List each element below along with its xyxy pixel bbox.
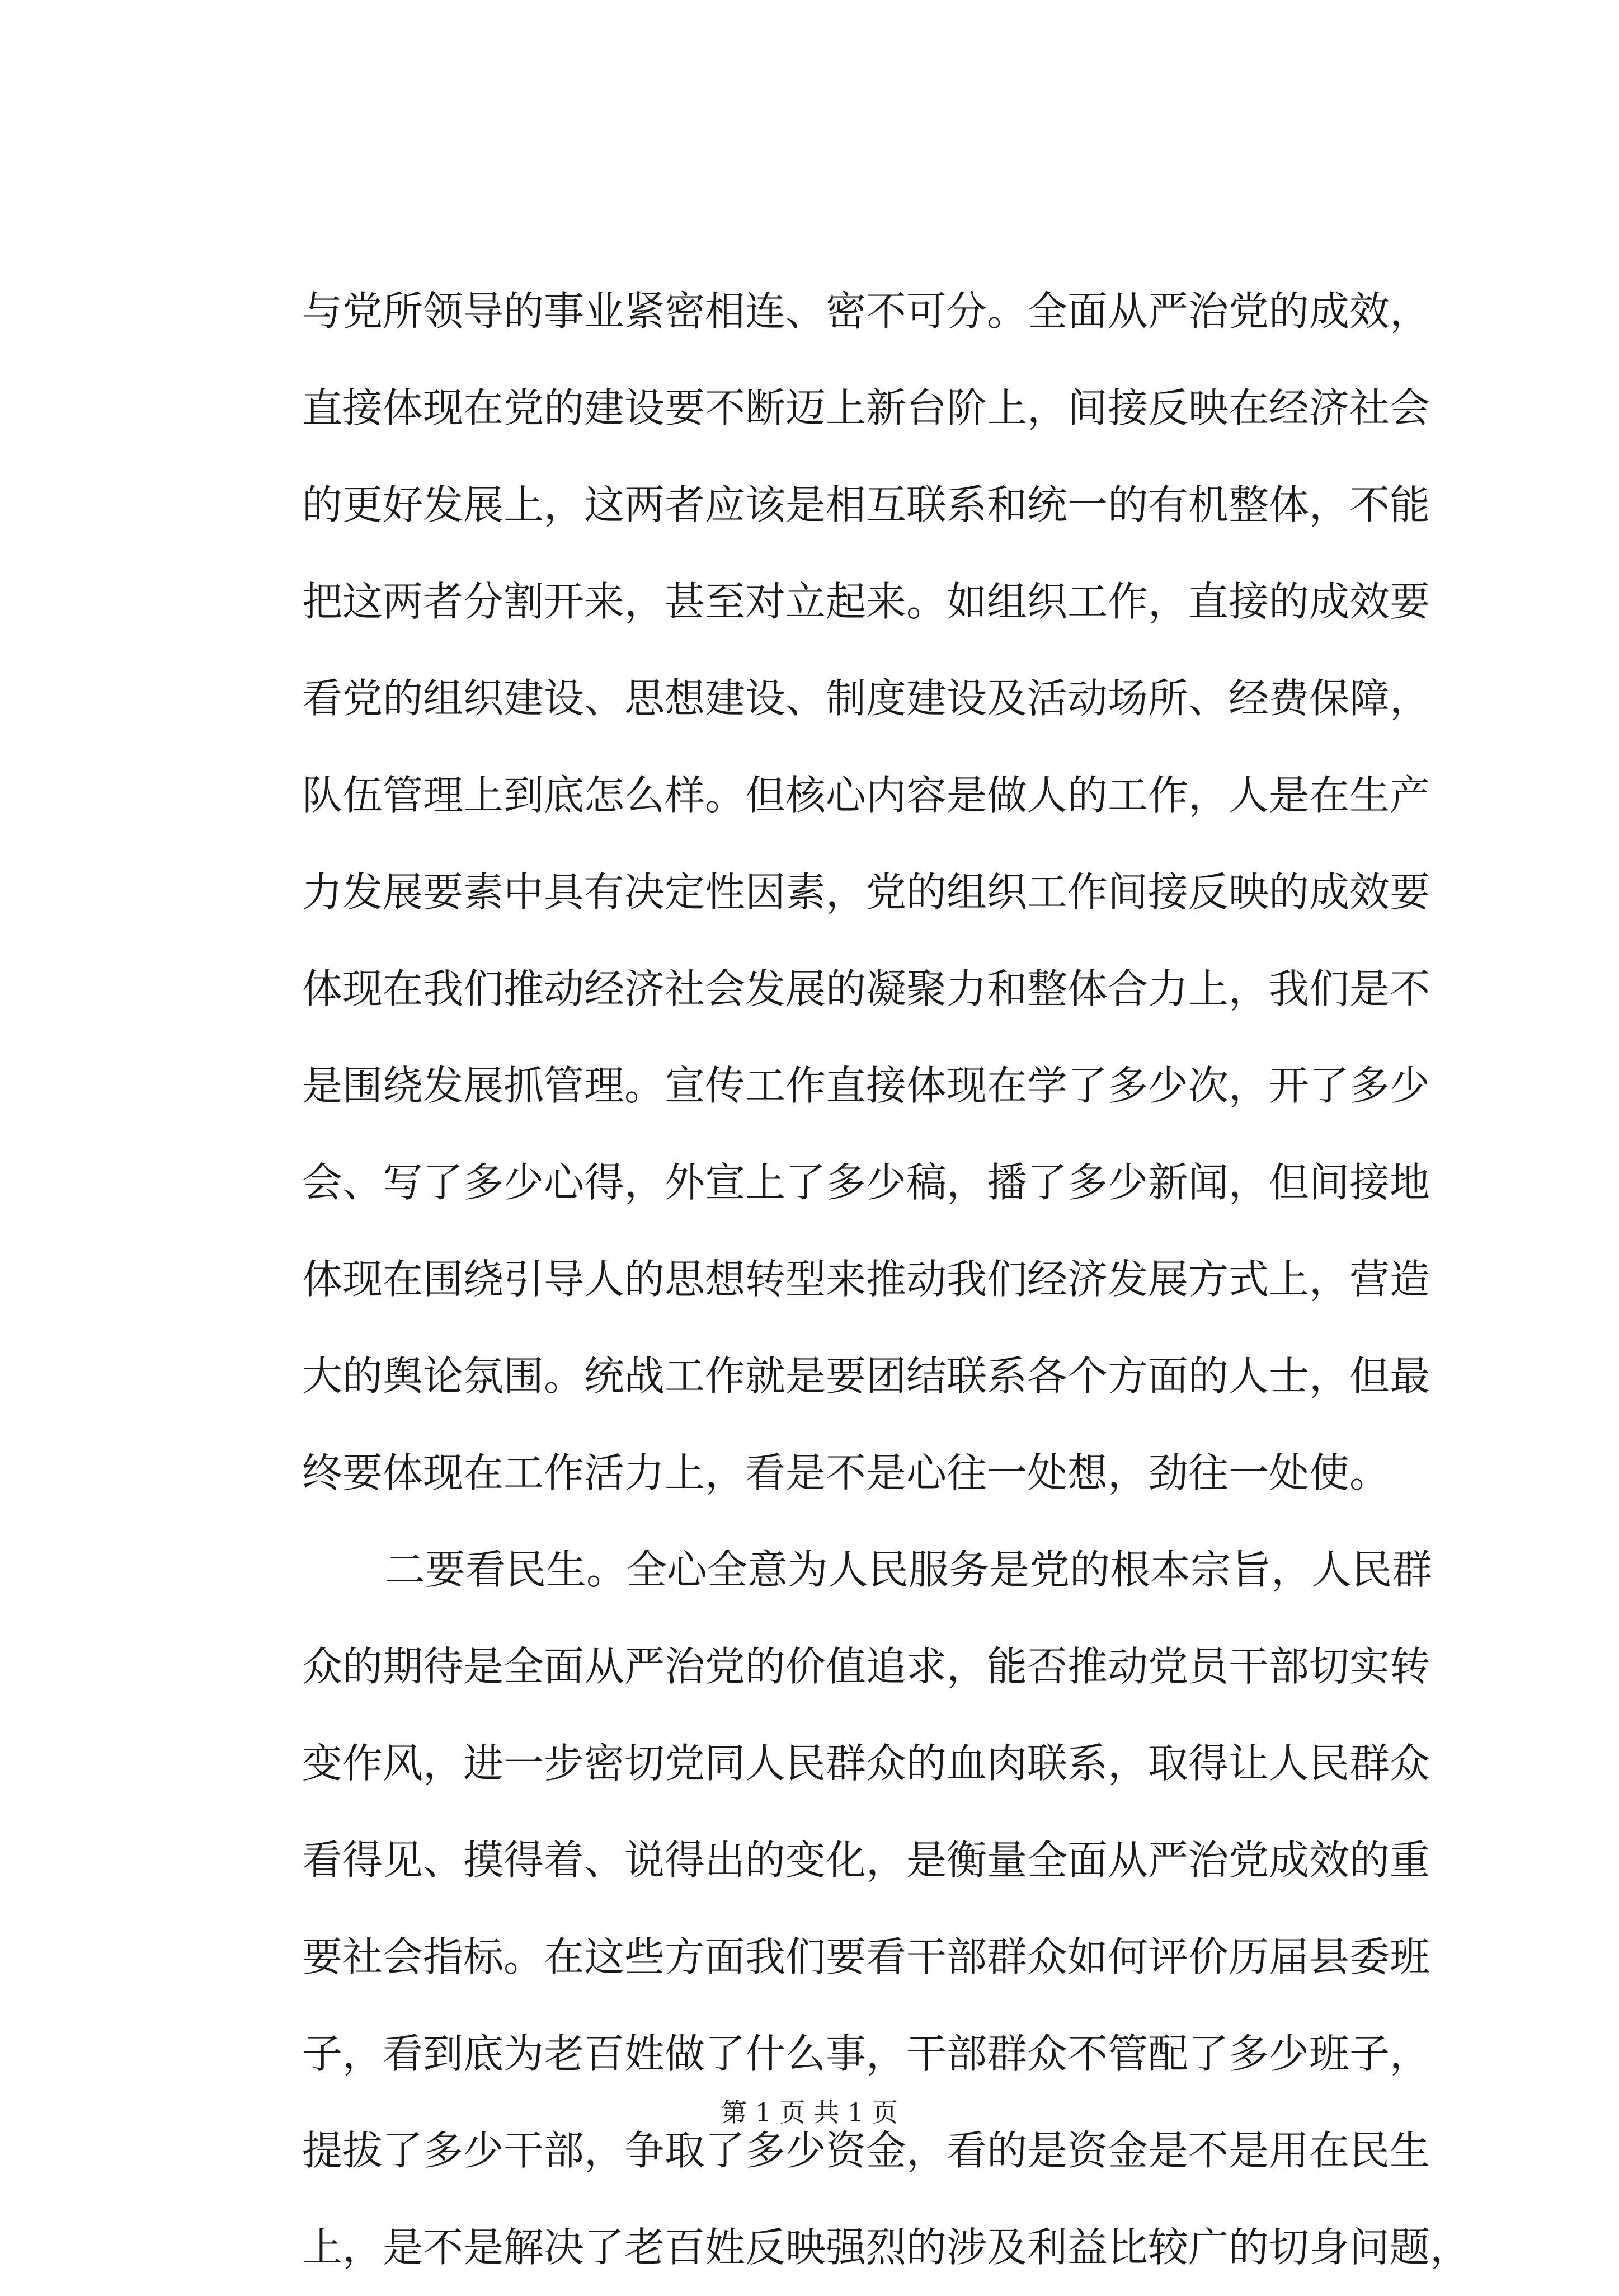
text-line: 看得见、摸得着、说得出的变化，是衡量全面从严治党成效的重 <box>302 1837 1430 1884</box>
text-line: 是围绕发展抓管理。宣传工作直接体现在学了多少次，开了多少 <box>302 1062 1430 1109</box>
text-line: 与党所领导的事业紧密相连、密不可分。全面从严治党的成效， <box>302 288 1430 335</box>
text-line: 直接体现在党的建设要不断迈上新台阶上，间接反映在经济社会 <box>302 384 1430 431</box>
text-line: 众的期待是全面从严治党的价值追求，能否推动党员干部切实转 <box>302 1643 1430 1690</box>
text-line: 会、写了多少心得，外宣上了多少稿，播了多少新闻，但间接地 <box>302 1159 1430 1206</box>
text-line: 二要看民生。全心全意为人民服务是党的根本宗旨，人民群 <box>385 1546 1433 1593</box>
text-line: 大的舆论氛围。统战工作就是要团结联系各个方面的人士，但最 <box>302 1353 1430 1400</box>
text-line: 把这两者分割开来，甚至对立起来。如组织工作，直接的成效要 <box>302 578 1430 625</box>
page-footer: 第 1 页 共 1 页 <box>721 2097 898 2128</box>
text-line: 子，看到底为老百姓做了什么事，干部群众不管配了多少班子， <box>302 2030 1430 2077</box>
text-line: 队伍管理上到底怎么样。但核心内容是做人的工作，人是在生产 <box>302 772 1430 819</box>
text-line: 终要体现在工作活力上，看是不是心往一处想，劲往一处使。 <box>302 1449 1390 1496</box>
text-line: 要社会指标。在这些方面我们要看干部群众如何评价历届县委班 <box>302 1933 1430 1980</box>
text-line: 体现在围绕引导人的思想转型来推动我们经济发展方式上，营造 <box>302 1256 1430 1303</box>
text-line: 体现在我们推动经济社会发展的凝聚力和整体合力上，我们是不 <box>302 965 1430 1012</box>
text-line: 提拔了多少干部，争取了多少资金，看的是资金是不是用在民生 <box>302 2127 1430 2174</box>
body-text <box>302 263 1471 2296</box>
text-line: 力发展要素中具有决定性因素，党的组织工作间接反映的成效要 <box>302 868 1430 915</box>
text-line: 变作风，进一步密切党同人民群众的血肉联系，取得让人民群众 <box>302 1740 1430 1787</box>
text-line: 上，是不是解决了老百姓反映强烈的涉及利益比较广的切身问题， <box>302 2224 1471 2271</box>
text-line: 看党的组织建设、思想建设、制度建设及活动场所、经费保障， <box>302 675 1430 722</box>
text-line: 的更好发展上，这两者应该是相互联系和统一的有机整体，不能 <box>302 481 1430 528</box>
